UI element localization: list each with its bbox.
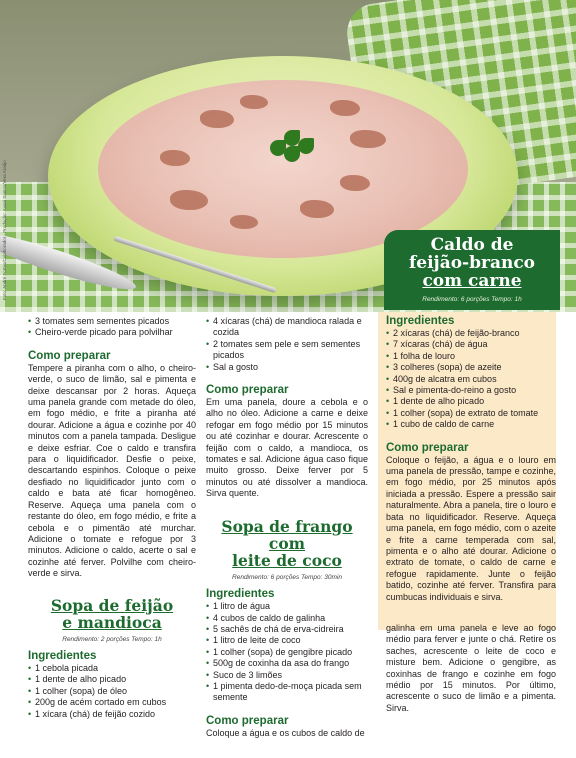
- method-heading: Como preparar: [386, 441, 469, 454]
- list-item: • 5 sachês de chá de erva-cidreira: [206, 624, 368, 635]
- list-item: • 1 colher (sopa) de óleo: [28, 686, 196, 697]
- list-item: • 1 litro de leite de coco: [206, 635, 368, 646]
- column-1: [28, 316, 196, 720]
- list-item: • 2 tomates sem pele e sem sementes picados: [206, 339, 368, 362]
- method-heading: Como preparar: [206, 714, 289, 727]
- photo-credit: Foto: André Fortes/Colaborador - Produção: Avani Santos/Vera Araújo: [2, 160, 7, 300]
- list-item: • 1 cebola picada: [28, 663, 196, 674]
- meat-piece: [230, 215, 258, 229]
- meat-piece: [240, 95, 268, 109]
- list-item: • 3 colheres (sopa) de azeite: [386, 362, 556, 373]
- recipe-title: Sopa de frango com leite de coco: [221, 516, 353, 570]
- list-item: • 1 colher (sopa) de extrato de tomate: [386, 408, 556, 419]
- meat-piece: [350, 130, 386, 148]
- list-item: • 200g de acém cortado em cubos: [28, 697, 196, 708]
- column-2: [206, 316, 368, 739]
- meat-piece: [160, 150, 190, 166]
- list-item: • 400g de alcatra em cubos: [386, 374, 556, 385]
- ingredient-list: [206, 316, 368, 373]
- method-heading: Como preparar: [206, 384, 289, 397]
- list-item: • 1 litro de água: [206, 601, 368, 612]
- meat-piece: [200, 110, 234, 128]
- meat-piece: [300, 200, 334, 218]
- list-item: • Sal a gosto: [206, 362, 368, 373]
- meat-piece: [340, 175, 370, 191]
- meat-piece: [170, 190, 208, 210]
- recipe-meta: Rendimento: 6 porções Tempo: 30min: [232, 573, 342, 581]
- ingredient-list: [206, 601, 368, 704]
- list-item: • 1 folha de louro: [386, 351, 556, 362]
- list-item: • 500g de coxinha da asa do frango: [206, 658, 368, 669]
- recipe-title: Sopa de feijão e mandioca: [50, 595, 174, 632]
- list-item: • 1 dente de alho picado: [386, 396, 556, 407]
- method-text: Coloque a água e os cubos de caldo de: [206, 727, 365, 738]
- meat-piece: [330, 100, 360, 116]
- list-item: • 1 cubo de caldo de carne: [386, 419, 556, 430]
- list-item: • 2 xícaras (chá) de feijão-branco: [386, 328, 556, 339]
- method-text: Em uma panela, doure a cebola e o alho no óleo. Adicione a carne e deixe refogar em fogo médio por 15 minutos ou até cozinhar e dourar. Acrescente o feijão com o caldo, a mandioca, os tomates e sal. Adicione água caso fique muito grosso. Deixe ferver por 5 minutos ou até dissolver a mandioca. Sirva quente.: [206, 397, 368, 499]
- recipe-meta: Rendimento: 6 porções Tempo: 1h: [422, 296, 522, 303]
- ingredients-heading: Ingredientes: [28, 649, 97, 662]
- method-text-continued: galinha em uma panela e leve ao fogo médio para ferver e junte o chá. Retire os saches, acrescente o leite de coco e misture bem. Adicione o gengibre, as coxinhas de frango e cozinhe em fogo médio por 15 minutos. Por último, acrescente o suco de limão e a pimenta. Sirva.: [386, 622, 556, 713]
- ingredient-list: [386, 328, 556, 431]
- ingredients-heading: Ingredientes: [206, 588, 275, 601]
- list-item: • Suco de 3 limões: [206, 670, 368, 681]
- list-item: • 7 xícaras (chá) de água: [386, 339, 556, 350]
- list-item: • 4 cubos de caldo de galinha: [206, 613, 368, 624]
- ingredients-heading: Ingredientes: [386, 315, 455, 327]
- list-item: • 4 xícaras (chá) de mandioca ralada e cozida: [206, 316, 368, 339]
- ingredient-list: [28, 663, 196, 720]
- recipe-title: Caldo de feijão-branco com carne: [408, 235, 536, 291]
- list-item: • 1 xícara (chá) de feijão cozido: [28, 709, 196, 720]
- list-item: • 1 pimenta dedo-de-moça picada sem semente: [206, 681, 368, 704]
- parsley-garnish: [270, 130, 316, 164]
- list-item: • Sal e pimenta-do-reino a gosto: [386, 385, 556, 396]
- method-text: Coloque o feijão, a água e o louro em uma panela de pressão, tampe e cozinhe, em fogo médio, por 25 minutos após iniciada a pressão. Espere a pressão sair naturalmente. Abra a panela, tire o louro e bata no liquidificador. Reserve. Aqueça uma panela, em fogo médio, com o azeite e frite a carne temperada com sal, pimenta e o alho até dourar. Adicione o extrato de tomate, o caldo de carne e refogue rapidamente. Junte o feijão batido, cozinhe até ferver. Transfira para cumbucas individuais e sirva.: [386, 454, 556, 602]
- list-item: • 1 dente de alho picado: [28, 674, 196, 685]
- recipe-title-box: [384, 230, 560, 310]
- method-text: Tempere a piranha com o alho, o cheiro-verde, o suco de limão, sal e pimenta e deixe descansar por 2 horas. Aqueça uma panela grande com metade do óleo, em fogo médio, e frite a piranha até dourar. Adicione a água e cozinhe por 40 minutos com a panela tampada. Desligue e deixe esfriar. Coe o caldo e transfira para o liquidificador. Desfie o peixe, descartando espinhos. Coloque o peixe desfiado no liquidificador junto com o caldo e bata até ficar homogêneo. Reserve. Aqueça uma panela com o restante do óleo, em fogo médio, e frite a cebola e o pimentão até murchar. Adicione o tomate e refogue por 3 minutos. Adicione o caldo, acerte o sal e cozinhe até ferver. Polvilhe com cheiro-verde e sirva.: [28, 362, 196, 579]
- list-item: • Cheiro-verde picado para polvilhar: [28, 327, 196, 338]
- recipe-meta: Rendimento: 2 porções Tempo: 1h: [62, 635, 162, 643]
- list-item: • 3 tomates sem sementes picados: [28, 316, 196, 327]
- list-item: • 1 colher (sopa) de gengibre picado: [206, 647, 368, 658]
- method-heading: Como preparar: [28, 349, 111, 362]
- column-3: [386, 314, 556, 714]
- ingredient-list: [28, 316, 196, 339]
